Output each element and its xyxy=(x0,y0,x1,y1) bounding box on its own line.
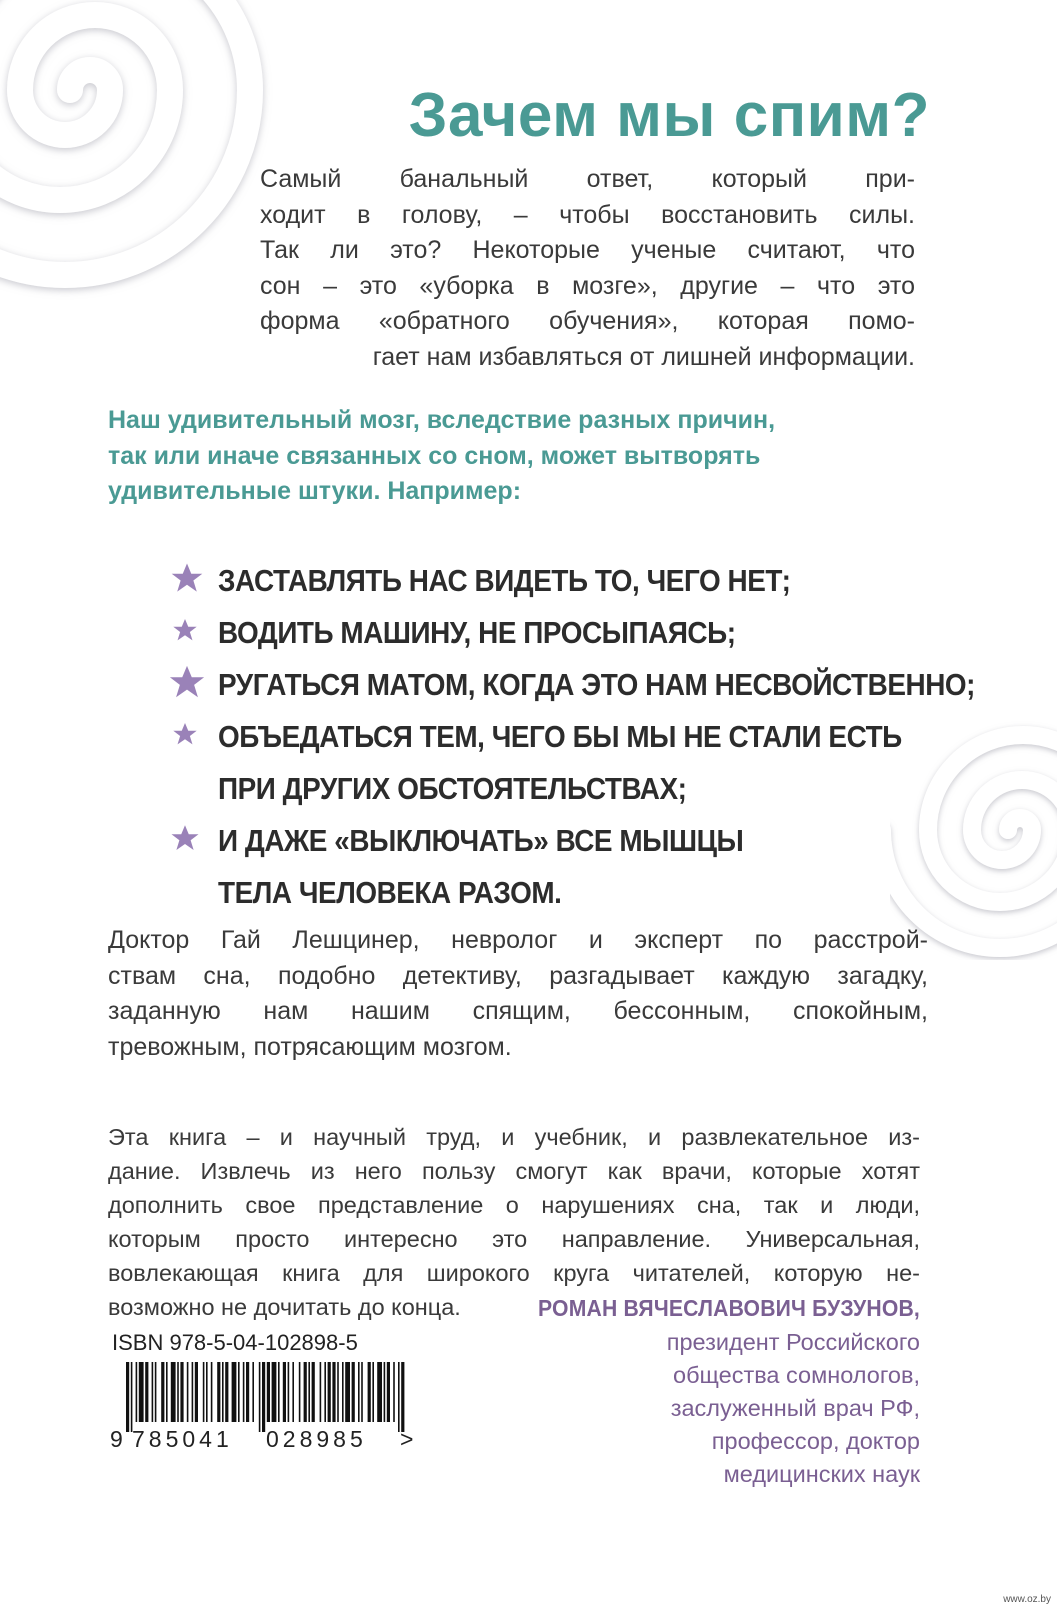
quote-line: вовлекающая книга для широкого круга читателей, которую не- xyxy=(108,1260,920,1286)
barcode-bar xyxy=(299,1362,301,1422)
barcode-bar xyxy=(320,1362,322,1422)
quote-author xyxy=(470,1290,920,1491)
barcode-bar xyxy=(136,1362,138,1422)
barcode-bar xyxy=(292,1362,294,1422)
barcode-bar xyxy=(368,1362,371,1422)
barcode-bar xyxy=(243,1362,245,1422)
feature-text: И ДАЖЕ «ВЫКЛЮЧАТЬ» ВСЕ МЫШЦЫ xyxy=(218,823,744,858)
barcode-bar xyxy=(342,1362,344,1422)
barcode-bars xyxy=(112,1362,412,1432)
barcode-bar xyxy=(387,1362,390,1422)
barcode-bar xyxy=(401,1362,404,1432)
barcode-bar xyxy=(272,1362,277,1422)
barcode-bar xyxy=(195,1362,198,1422)
quote-line: Эта книга – и научный труд, и учебник, и развлекательное из- xyxy=(108,1124,920,1150)
feature-text: ЗАСТАВЛЯТЬ НАС ВИДЕТЬ ТО, ЧЕГО НЕТ; xyxy=(218,563,791,598)
author-role: медицинских наук xyxy=(723,1461,920,1487)
barcode-bar xyxy=(267,1362,270,1422)
barcode-bar xyxy=(312,1362,315,1422)
feature-text: ВОДИТЬ МАШИНУ, НЕ ПРОСЫПАЯСЬ; xyxy=(218,615,736,650)
lead-line: так или иначе связанных со сном, может вытворять xyxy=(108,441,761,470)
barcode-bar xyxy=(166,1362,168,1422)
isbn-label: ISBN 978-5-04-102898-5 xyxy=(112,1330,358,1355)
feature-item xyxy=(170,659,975,711)
barcode-bar xyxy=(187,1362,189,1422)
description-paragraph xyxy=(108,923,928,1065)
description-line: заданную нам нашим спящим, бессонным, спокойным, xyxy=(108,997,928,1025)
barcode-bar xyxy=(377,1362,382,1422)
star-icon xyxy=(170,823,200,853)
barcode-bar xyxy=(177,1362,179,1422)
barcode-bar xyxy=(352,1362,355,1422)
barcode-bar xyxy=(238,1362,240,1422)
barcode-bar xyxy=(372,1362,374,1422)
feature-text: ПРИ ДРУГИХ ОБСТОЯТЕЛЬСТВАХ; xyxy=(218,771,687,806)
barcode-bar xyxy=(152,1362,154,1422)
barcode-bar xyxy=(393,1362,395,1422)
barcode-bar xyxy=(217,1362,220,1422)
barcode-bar xyxy=(252,1362,254,1422)
lead-line: Наш удивительный мозг, вследствие разных причин, xyxy=(108,406,776,434)
barcode-bar xyxy=(131,1362,133,1432)
intro-line: сон – это «уборка в мозге», другие – что это xyxy=(260,271,915,300)
author-role: президент Российского xyxy=(666,1329,920,1355)
barcode-bar xyxy=(139,1362,144,1422)
barcode-bar xyxy=(203,1362,205,1422)
intro-line: Самый банальный ответ, который при- xyxy=(260,165,915,193)
barcode-bar xyxy=(211,1362,213,1422)
barcode-digits-group-1: 785041 xyxy=(132,1426,233,1452)
barcode-bar xyxy=(155,1362,157,1422)
intro-line: Так ли это? Некоторые ученые считают, что xyxy=(260,236,915,264)
lead-paragraph xyxy=(108,403,928,510)
barcode-bar xyxy=(171,1362,176,1422)
barcode-bar xyxy=(206,1362,208,1422)
barcode-bar xyxy=(308,1362,310,1422)
description-line: тревожным, потрясающим мозгом. xyxy=(108,1032,512,1061)
barcode-bar xyxy=(259,1362,261,1432)
barcode-bar xyxy=(246,1362,249,1422)
feature-item xyxy=(170,815,950,919)
barcode-bar xyxy=(361,1362,363,1422)
intro-line: форма «обратного обучения», которая помо- xyxy=(260,307,915,335)
barcode-bar xyxy=(126,1362,129,1432)
quote-line: возможно не дочитать до конца. xyxy=(108,1294,461,1320)
author-role: общества сомнологов, xyxy=(673,1362,920,1388)
star-icon xyxy=(172,617,198,643)
barcode-digits-group-2: 028985 xyxy=(266,1426,367,1452)
barcode-bar xyxy=(288,1362,290,1422)
author-role: профессор, доктор xyxy=(711,1428,920,1454)
barcode-bar xyxy=(232,1362,237,1422)
barcode-arrow: > xyxy=(400,1426,414,1452)
feature-item xyxy=(170,607,950,659)
barcode-bar xyxy=(145,1362,148,1422)
barcode-bar xyxy=(262,1362,265,1432)
intro-line: ходит в голову, – чтобы восстановить силы. xyxy=(260,200,915,229)
intro-line: гает нам избавляться от лишней информации. xyxy=(372,342,915,371)
barcode-bar xyxy=(283,1362,286,1422)
feature-text: ОБЪЕДАТЬСЯ ТЕМ, ЧЕГО БЫ МЫ НЕ СТАЛИ ЕСТЬ xyxy=(218,719,902,754)
page-title: Зачем мы спим? xyxy=(408,81,930,150)
barcode-bar xyxy=(304,1362,307,1422)
star-icon xyxy=(170,561,204,595)
feature-text: ТЕЛА ЧЕЛОВЕКА РАЗОМ. xyxy=(218,875,562,910)
description-line: ствам сна, подобно детективу, разгадывает каждую загадку, xyxy=(108,961,928,990)
quote-line: дополнить свое представление о нарушениях сна, так и люди, xyxy=(108,1192,920,1218)
intro-paragraph xyxy=(260,162,915,375)
barcode-bar xyxy=(192,1362,194,1422)
author-name: РОМАН ВЯЧЕСЛАВОВИЧ БУЗУНОВ, xyxy=(538,1295,920,1321)
barcode-bar xyxy=(345,1362,350,1422)
quote-line: дание. Извлечь из него пользу смогут как врачи, которые хотят xyxy=(108,1158,920,1184)
barcode-bar xyxy=(384,1362,386,1422)
description-line: Доктор Гай Лешцинер, невролог и эксперт по расстрой- xyxy=(108,926,928,954)
barcode-bar xyxy=(180,1362,183,1422)
barcode-digit-prefix: 9 xyxy=(110,1426,123,1452)
barcode-bar xyxy=(222,1362,224,1422)
barcode-bar xyxy=(358,1362,360,1422)
lead-line: удивительные штуки. Например: xyxy=(108,477,522,505)
barcode-bar xyxy=(398,1362,400,1432)
feature-list xyxy=(170,555,975,919)
feature-item xyxy=(170,555,950,607)
barcode-bar xyxy=(324,1362,326,1422)
feature-item xyxy=(170,711,950,815)
star-icon xyxy=(168,663,206,701)
barcode-bar xyxy=(337,1362,339,1422)
isbn-barcode xyxy=(112,1330,417,1480)
star-icon xyxy=(172,721,198,747)
barcode-bar xyxy=(161,1362,164,1422)
barcode-bar xyxy=(225,1362,228,1422)
feature-text: РУГАТЬСЯ МАТОМ, КОГДА ЭТО НАМ НЕСВОЙСТВЕННО; xyxy=(218,667,975,702)
author-role: заслуженный врач РФ, xyxy=(670,1395,920,1421)
barcode-bar xyxy=(328,1362,331,1422)
watermark: www.oz.by xyxy=(1003,1594,1051,1605)
barcode-bar xyxy=(278,1362,280,1422)
quote-line: которым просто интересно это направление. Универсальная, xyxy=(108,1226,920,1252)
barcode-bar xyxy=(332,1362,335,1422)
